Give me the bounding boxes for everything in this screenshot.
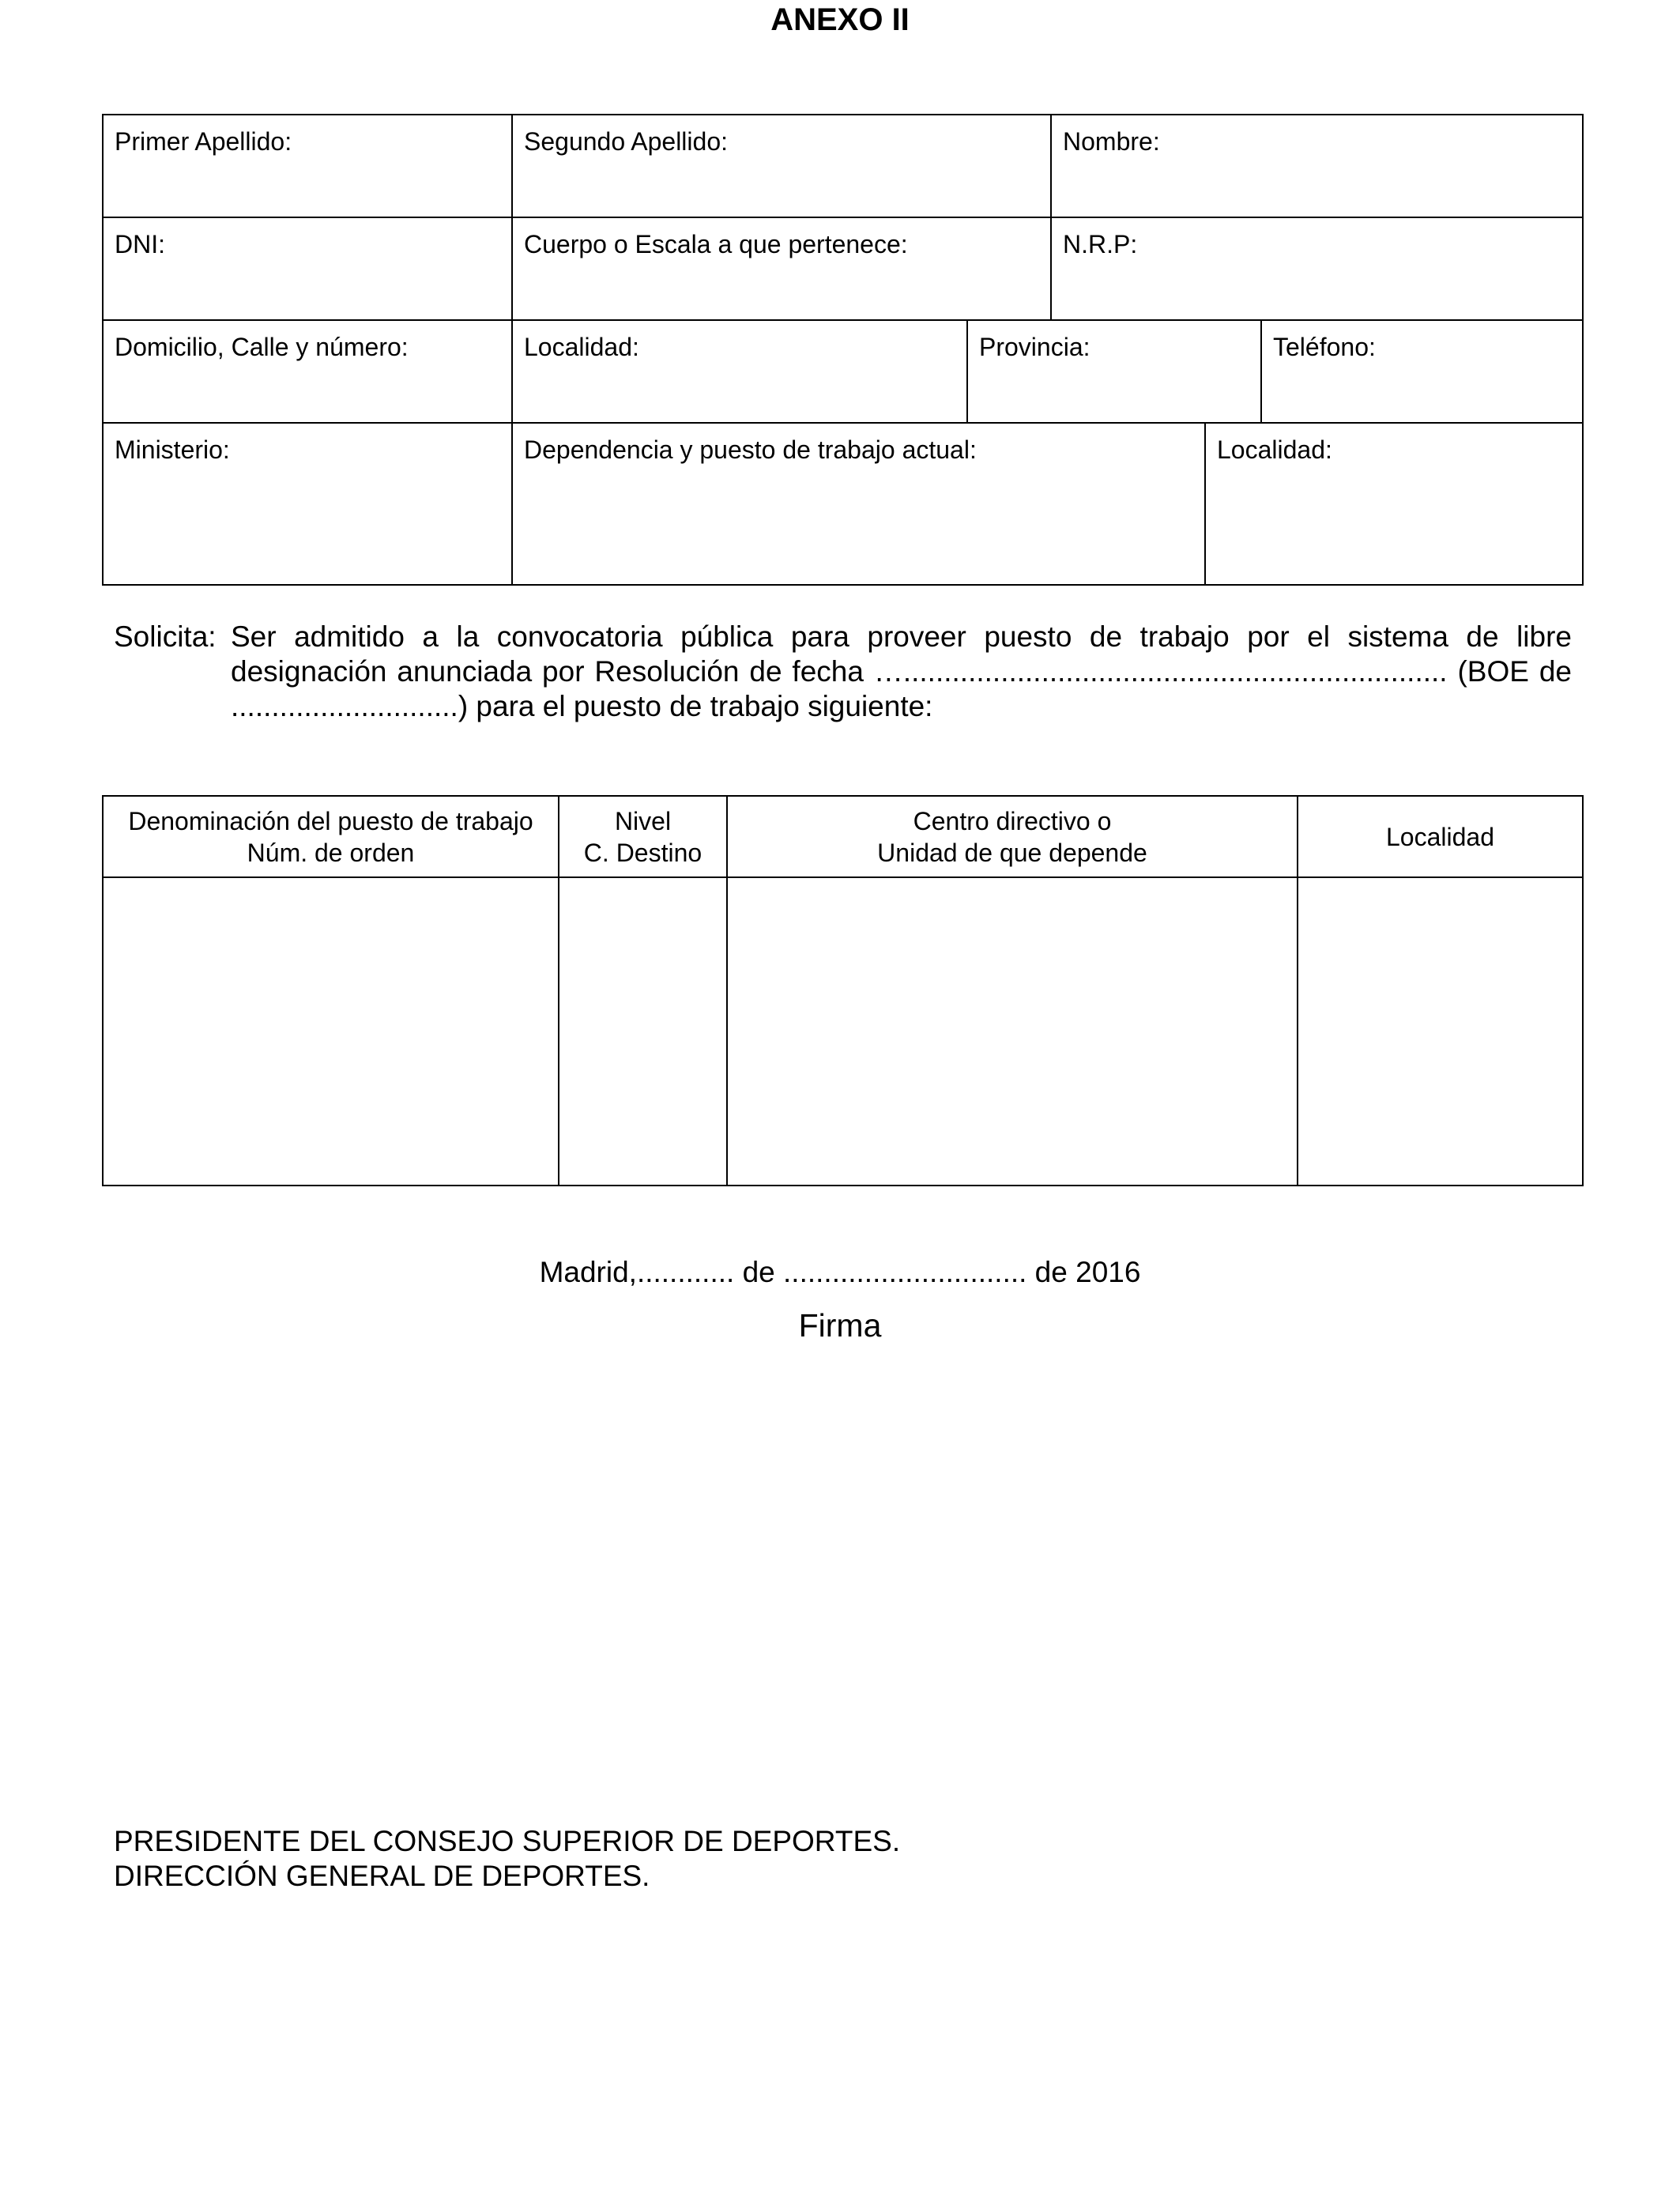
telefono-field[interactable] (1262, 321, 1582, 422)
localidad-domicilio-field[interactable] (513, 321, 966, 422)
domicilio-field[interactable] (104, 321, 511, 422)
page-title: ANEXO II (770, 2, 910, 37)
provincia-field[interactable] (968, 321, 1260, 422)
localidad-domicilio-label: Localidad: (524, 333, 639, 361)
primer-apellido-label: Primer Apellido: (115, 127, 292, 156)
ministerio-label: Ministerio: (115, 435, 230, 464)
segundo-apellido-label: Segundo Apellido: (524, 127, 728, 156)
localidad-trabajo-field[interactable] (1206, 424, 1582, 584)
footer-line-presidente: PRESIDENTE DEL CONSEJO SUPERIOR DE DEPORTES. (114, 1825, 901, 1857)
job-table-cell-nivel[interactable] (559, 878, 726, 1185)
localidad-trabajo-label: Localidad: (1217, 435, 1332, 464)
header-nivel-line2: C. Destino (583, 838, 703, 867)
job-table-header-localidad (1298, 797, 1582, 876)
job-table-header-nivel (559, 797, 726, 876)
place-date-line: Madrid,............ de .............................. de 2016 (539, 1256, 1141, 1288)
telefono-label: Teléfono: (1273, 333, 1376, 361)
job-table-border-bottom (102, 1185, 1584, 1186)
header-denominacion-line2: Núm. de orden (247, 838, 415, 867)
cuerpo-escala-field[interactable] (513, 218, 1050, 319)
cuerpo-escala-label: Cuerpo o Escala a que pertenece: (524, 230, 908, 258)
job-table-header-denominacion (104, 797, 558, 876)
nombre-field[interactable] (1052, 115, 1582, 217)
nrp-label: N.R.P: (1063, 230, 1138, 258)
firma-label: Firma (798, 1307, 882, 1344)
segundo-apellido-field[interactable] (513, 115, 1050, 217)
dependencia-puesto-label: Dependencia y puesto de trabajo actual: (524, 435, 977, 464)
domicilio-label: Domicilio, Calle y número: (115, 333, 409, 361)
nombre-label: Nombre: (1063, 127, 1160, 156)
header-localidad-line1: Localidad (1386, 822, 1494, 851)
primer-apellido-field[interactable] (104, 115, 511, 217)
job-table-border-right (1582, 795, 1584, 1186)
dependencia-puesto-field[interactable] (513, 424, 1204, 584)
header-denominacion-line1: Denominación del puesto de trabajo (128, 806, 533, 835)
footer-line-direccion: DIRECCIÓN GENERAL DE DEPORTES. (114, 1860, 650, 1892)
job-table-cell-localidad[interactable] (1298, 878, 1582, 1185)
dni-label: DNI: (115, 230, 165, 258)
header-centro-line2: Unidad de que depende (877, 838, 1147, 867)
ministerio-field[interactable] (104, 424, 511, 584)
job-table-cell-denominacion[interactable] (104, 878, 558, 1185)
job-table-header-centro (728, 797, 1297, 876)
form-border-right (1582, 114, 1584, 586)
job-table-cell-centro[interactable] (728, 878, 1297, 1185)
form-border-bottom (102, 584, 1584, 586)
provincia-label: Provincia: (979, 333, 1090, 361)
dni-field[interactable] (104, 218, 511, 319)
nrp-field[interactable] (1052, 218, 1582, 319)
header-centro-line1: Centro directivo o (913, 806, 1112, 835)
solicita-text: Ser admitido a la convocatoria pública para proveer puesto de trabajo por el sistema de libre designación anunciada por Resolución de fecha …................................................................... (BOE de ............................) para el puesto de trabajo siguiente: (231, 620, 1572, 722)
header-nivel-line1: Nivel (614, 806, 672, 835)
solicita-label: Solicita: (114, 620, 217, 653)
